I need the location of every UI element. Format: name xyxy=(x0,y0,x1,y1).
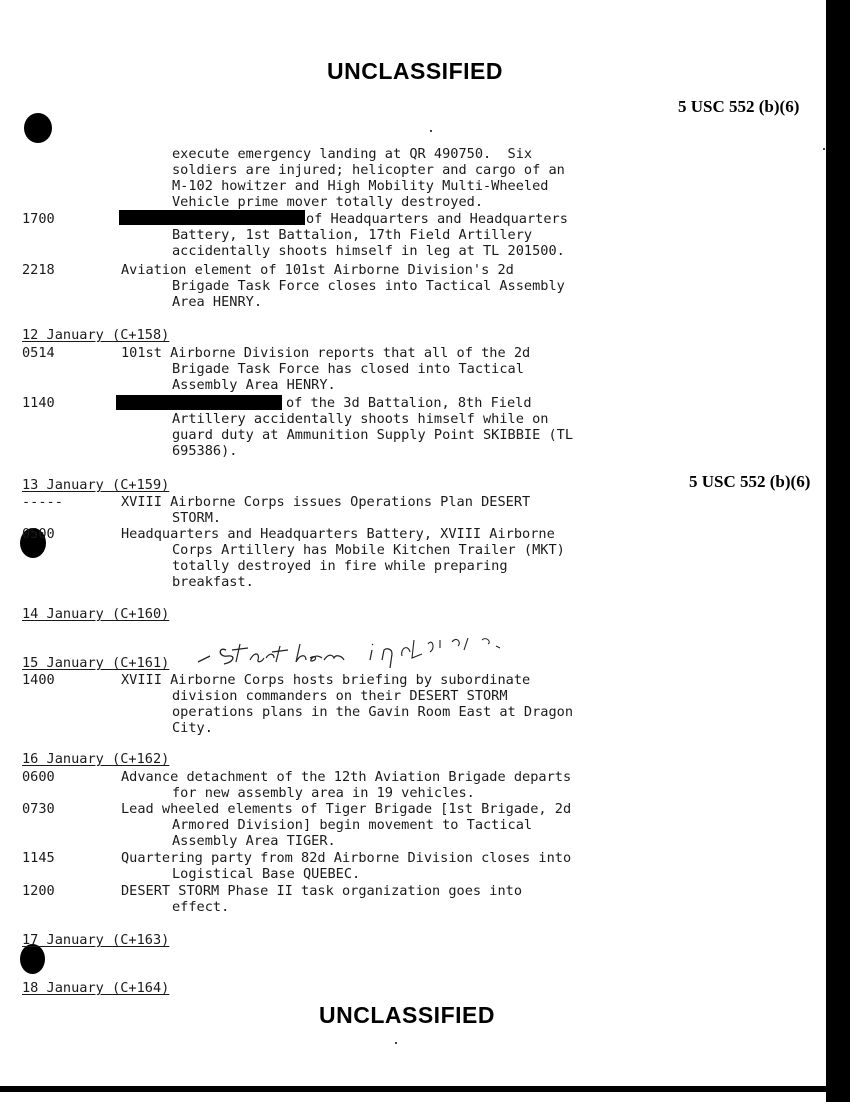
entry-text-line: Assembly Area TIGER. xyxy=(172,833,336,849)
entry-text-line: division commanders on their DESERT STORM xyxy=(172,688,508,704)
entry-text-line: DESERT STORM Phase II task organization goes into xyxy=(121,883,523,899)
entry-time: 1140 xyxy=(22,395,55,411)
entry-text-line: Corps Artillery has Mobile Kitchen Trailer (MKT) xyxy=(172,542,565,558)
entry-text-line: Brigade Task Force has closed into Tactical xyxy=(172,361,524,377)
handwriting-scribble-icon xyxy=(196,628,526,672)
entry-text-line: Brigade Task Force closes into Tactical Assembly xyxy=(172,278,565,294)
exemption-stamp-middle: 5 USC 552 (b)(6) xyxy=(689,472,811,491)
entry-text-line: Aviation element of 101st Airborne Division's 2d xyxy=(121,262,514,278)
entry-text-line: Armored Division] begin movement to Tactical xyxy=(172,817,533,833)
entry-text-line: City. xyxy=(172,720,213,736)
entry-text-line: Battery, 1st Battalion, 17th Field Artillery xyxy=(172,227,533,243)
entry-text-line: of Headquarters and Headquarters xyxy=(306,211,568,227)
scan-speck xyxy=(395,1042,397,1044)
entry-text-line: execute emergency landing at QR 490750. Six xyxy=(172,146,533,162)
entry-text-line: Advance detachment of the 12th Aviation Brigade departs xyxy=(121,769,572,785)
entry-text-line: breakfast. xyxy=(172,574,254,590)
date-heading: 17 January (C+163) xyxy=(22,932,170,948)
date-heading: 13 January (C+159) xyxy=(22,477,170,493)
entry-text-line: XVIII Airborne Corps hosts briefing by subordinate xyxy=(121,672,531,688)
entry-text-line: effect. xyxy=(172,899,230,915)
date-heading: 14 January (C+160) xyxy=(22,606,170,622)
entry-text-line: STORM. xyxy=(172,510,222,526)
entry-text-line: M-102 howitzer and High Mobility Multi-Wheeled xyxy=(172,178,549,194)
entry-text-line: XVIII Airborne Corps issues Operations Plan DESERT xyxy=(121,494,531,510)
entry-text-line: for new assembly area in 19 vehicles. xyxy=(172,785,475,801)
entry-text-line: Logistical Base QUEBEC. xyxy=(172,866,361,882)
entry-text-line: Headquarters and Headquarters Battery, XVIII Airborne xyxy=(121,526,555,542)
entry-text-line: Assembly Area HENRY. xyxy=(172,377,336,393)
entry-text-line: Vehicle prime mover totally destroyed. xyxy=(172,194,483,210)
entry-time: 0514 xyxy=(22,345,55,361)
entry-text-line: Artillery accidentally shoots himself while on xyxy=(172,411,549,427)
entry-time: 1200 xyxy=(22,883,55,899)
entry-text-line: of the 3d Battalion, 8th Field xyxy=(286,395,532,411)
entry-text-line: soldiers are injured; helicopter and cargo of an xyxy=(172,162,565,178)
entry-text-line: operations plans in the Gavin Room East at Dragon xyxy=(172,704,574,720)
date-heading: 15 January (C+161) xyxy=(22,655,170,671)
entry-text-line: Lead wheeled elements of Tiger Brigade [1st Brigade, 2d xyxy=(121,801,572,817)
scan-edge-bottom xyxy=(0,1086,850,1092)
classification-banner-bottom: UNCLASSIFIED xyxy=(319,1002,495,1028)
scan-edge-right xyxy=(826,0,850,1102)
redaction-bar xyxy=(119,210,305,225)
exemption-stamp-top: 5 USC 552 (b)(6) xyxy=(678,97,800,116)
entry-time: 0500 xyxy=(22,526,55,542)
entry-time: 0600 xyxy=(22,769,55,785)
entry-time: 0730 xyxy=(22,801,55,817)
entry-text-line: 695386). xyxy=(172,443,238,459)
handwritten-note xyxy=(196,628,526,676)
punch-hole-top xyxy=(24,113,52,143)
entry-text-line: 101st Airborne Division reports that all of the 2d xyxy=(121,345,531,361)
date-heading: 12 January (C+158) xyxy=(22,327,170,343)
entry-text-line: guard duty at Ammunition Supply Point SKIBBIE (TL xyxy=(172,427,574,443)
entry-time: ----- xyxy=(22,494,63,510)
punch-hole-bottom xyxy=(20,944,45,974)
scan-speck xyxy=(823,148,825,150)
entry-text-line: totally destroyed in fire while preparing xyxy=(172,558,508,574)
date-heading: 18 January (C+164) xyxy=(22,980,170,996)
redaction-bar xyxy=(116,395,282,410)
entry-time: 1400 xyxy=(22,672,55,688)
entry-text-line: Quartering party from 82d Airborne Division closes into xyxy=(121,850,572,866)
scan-speck xyxy=(430,130,432,132)
classification-banner-top: UNCLASSIFIED xyxy=(327,58,503,84)
date-heading: 16 January (C+162) xyxy=(22,751,170,767)
entry-text-line: Area HENRY. xyxy=(172,294,263,310)
entry-text-line: accidentally shoots himself in leg at TL 201500. xyxy=(172,243,565,259)
entry-time: 2218 xyxy=(22,262,55,278)
entry-time: 1700 xyxy=(22,211,55,227)
entry-time: 1145 xyxy=(22,850,55,866)
